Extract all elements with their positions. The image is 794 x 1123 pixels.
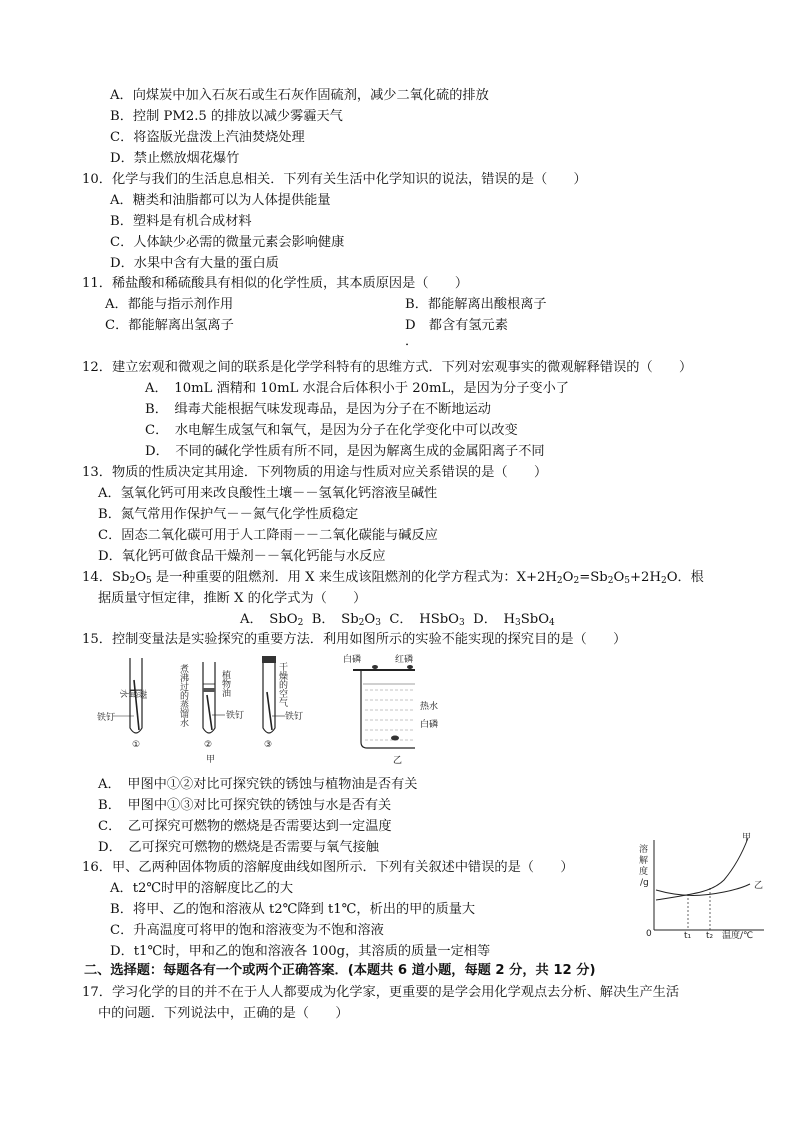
- q14-option-b: B． $Sb_2O_3$: [311, 612, 381, 628]
- svg-text:铁钉: 铁钉: [97, 713, 116, 723]
- graph-series-yi: 乙: [754, 881, 764, 891]
- q10-stem: 10．化学与我们的生活息息相关．下列有关生活中化学知识的说法，错误的是（ ）: [82, 172, 587, 187]
- solubility-graph: [634, 832, 770, 942]
- q11-dot: ．: [405, 334, 419, 349]
- test-tube-2: [178, 662, 244, 765]
- graph-t2: t₂: [706, 931, 714, 941]
- q12-stem: 12．建立宏观和微观之间的联系是化学学科特有的思维方式．下列对宏观事实的微观解释错误的（ ）: [82, 360, 693, 375]
- q16-option-d: D．t1℃时，甲和乙的饱和溶液各 100g，其溶质的质量一定相等: [110, 944, 491, 959]
- graph-t1: t₁: [684, 931, 692, 941]
- graph-ylabel-3: 度: [639, 867, 649, 877]
- test-tube-3: [262, 656, 303, 750]
- q14-option-c: C． HSbO$_3$: [389, 612, 465, 628]
- q15-option-b: B． 甲图中①③对比可探究铁的锈蚀与水是否有关: [98, 798, 392, 813]
- section2-title: 二、选择题：每题各有一个或两个正确答案．(本题共 6 道小题，每题 2 分，共 12 分): [84, 963, 596, 978]
- svg-text:蒸馏水: 蒸馏水: [120, 687, 147, 697]
- q12-option-c: C． 水电解生成氢气和氧气，是因为分子在化学变化中可以改变: [145, 423, 518, 438]
- graph-series-jia: 甲: [742, 833, 752, 843]
- q17-stem-line2: 中的问题．下列说法中，正确的是（ ）: [98, 1006, 349, 1021]
- graph-ylabel-1: 溶: [639, 845, 649, 855]
- q14-option-d: D． $H_3SbO_4$: [473, 612, 555, 628]
- q15-option-a: A． 甲图中①②对比可探究铁的锈蚀与植物油是否有关: [98, 777, 418, 792]
- q9-option-a: A．向煤炭中加入石灰石或生石灰作固硫剂，减少二氧化硫的排放: [110, 88, 489, 103]
- q13-option-c: C．固态二氧化碳可用于人工降雨－－二氧化碳能与碱反应: [98, 528, 438, 543]
- q11-option-b: B．都能解离出酸根离子: [405, 297, 547, 312]
- svg-text:白磷: 白磷: [343, 655, 362, 665]
- svg-text:干燥的空气: 干燥的空气: [277, 662, 287, 707]
- q14-stem: 14．$Sb_2O_5$ 是一种重要的阻燃剂．用 X 来生成该阻燃剂的化学方程式为：$X+2H_2O_2=Sb_2O_5+2H_2O$．根: [82, 570, 704, 586]
- q17-stem-line1: 17．学习化学的目的并不在于人人都要成为化学家，更重要的是学会用化学观点去分析、解决生产生活: [82, 985, 680, 1000]
- q11-option-c: C．都能解离出氢离子: [105, 318, 234, 333]
- graph-ylabel-2: 解: [639, 856, 649, 866]
- svg-text:铁钉: 铁钉: [285, 712, 304, 722]
- q14-options: [240, 611, 555, 629]
- label-yi: 乙: [393, 756, 403, 766]
- q14-stem-line2: 据质量守恒定律，推断 X 的化学式为（ ）: [98, 591, 367, 606]
- q10-option-a: A．糖类和油脂都可以为人体提供能量: [110, 193, 331, 208]
- q9-option-d: D．禁止燃放烟花爆竹: [110, 151, 240, 166]
- q12-option-b: B． 缉毒犬能根据气味发现毒品，是因为分子在不断地运动: [145, 402, 491, 417]
- q13-option-b: B．氮气常用作保护气－－氮气化学性质稳定: [98, 507, 359, 522]
- q13-option-d: D．氧化钙可做食品干燥剂－－氧化钙能与水反应: [98, 549, 386, 564]
- svg-text:红磷: 红磷: [395, 655, 414, 665]
- q10-option-d: D．水果中含有大量的蛋白质: [110, 256, 279, 271]
- q15-option-d: D． 乙可探究可燃物的燃烧是否需要与氧气接触: [98, 840, 379, 855]
- q15-figure: [85, 650, 415, 770]
- svg-text:铁钉: 铁钉: [226, 711, 245, 721]
- q12-option-a: A． 10mL 酒精和 10mL 水混合后体积小于 20mL，是因为分子变小了: [145, 381, 569, 396]
- q13-option-a: A．氢氧化钙可用来改良酸性土壤－－氢氧化钙溶液呈碱性: [98, 486, 438, 501]
- q10-option-b: B．塑料是有机合成材料: [110, 214, 252, 229]
- graph-ylabel-4: /g: [640, 878, 649, 888]
- q15-option-c: C． 乙可探究可燃物的燃烧是否需要达到一定温度: [98, 819, 392, 834]
- graph-origin: 0: [646, 929, 652, 939]
- beaker-setup: [343, 653, 415, 748]
- q16-option-a: A．t2℃时甲的溶解度比乙的大: [110, 881, 294, 896]
- q11-option-a: A．都能与指示剂作用: [105, 297, 234, 312]
- q16-option-b: B．将甲、乙的饱和溶液从 t2℃降到 t1℃，析出的甲的质量大: [110, 902, 476, 917]
- label-hot-water: 热水: [420, 702, 439, 712]
- graph-xlabel: 温度/℃: [722, 931, 754, 941]
- q12-option-d: D． 不同的碱化学性质有所不同，是因为解离生成的金属阳离子不同: [145, 444, 545, 459]
- q9-option-c: C．将盗版光盘泼上汽油焚烧处理: [110, 130, 305, 145]
- svg-text:①: ①: [132, 740, 141, 750]
- q15-stem: 15．控制变量法是实验探究的重要方法．利用如图所示的实验不能实现的探究目的是（ ）: [82, 632, 627, 647]
- q16-option-c: C．升高温度可将甲的饱和溶液变为不饱和溶液: [110, 923, 384, 938]
- svg-text:煮沸过的蒸馏水: 煮沸过的蒸馏水: [178, 664, 188, 727]
- svg-text:甲: 甲: [206, 755, 216, 765]
- test-tube-1: [97, 658, 148, 750]
- q9-option-b: B．控制 PM2.5 的排放以减少雾霾天气: [110, 109, 343, 124]
- label-white-p-2: 白磷: [420, 720, 439, 730]
- q10-option-c: C．人体缺少必需的微量元素会影响健康: [110, 235, 345, 250]
- q14-option-a: A． SbO$_2$: [240, 612, 304, 628]
- q16-stem: 16．甲、乙两种固体物质的溶解度曲线如图所示．下列有关叙述中错误的是（ ）: [82, 860, 574, 875]
- q13-stem: 13．物质的性质决定其用途．下列物质的用途与性质对应关系错误的是（ ）: [82, 465, 548, 480]
- q11-stem: 11．稀盐酸和稀硫酸具有相似的化学性质，其本质原因是（ ）: [82, 276, 469, 291]
- svg-text:③: ③: [264, 740, 273, 750]
- svg-text:②: ②: [204, 740, 213, 750]
- svg-text:植物油: 植物油: [220, 670, 230, 697]
- q11-option-d: D 都含有氢元素: [405, 318, 508, 333]
